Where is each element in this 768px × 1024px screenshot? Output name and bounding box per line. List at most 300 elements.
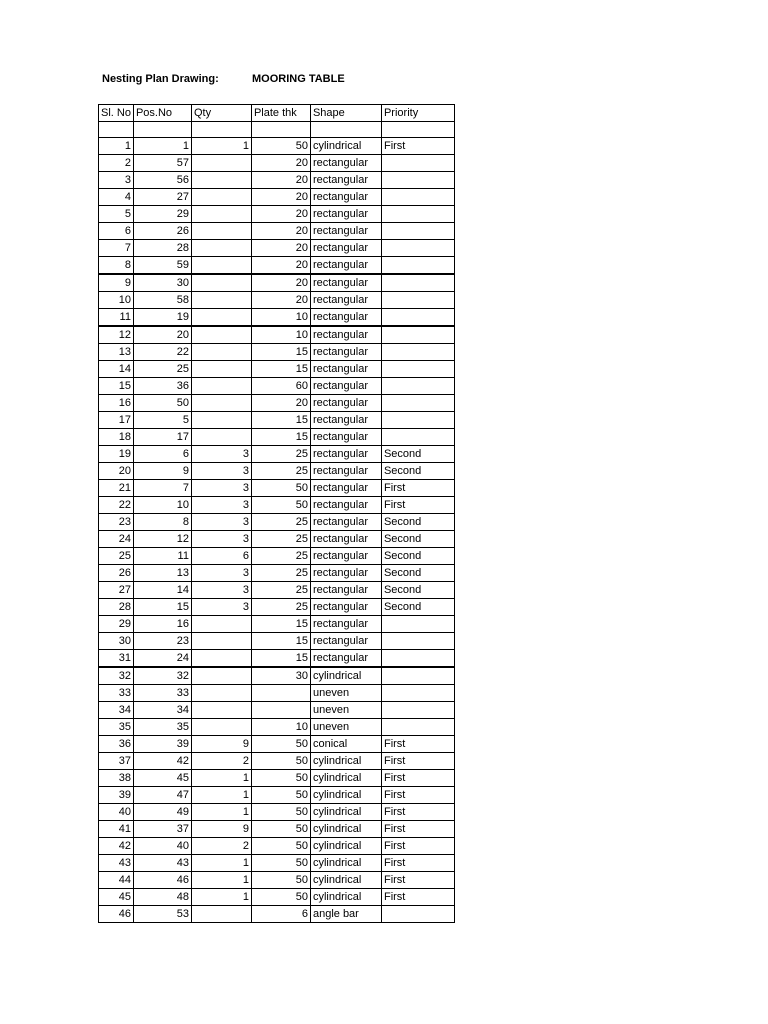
cell-qty: [191, 361, 251, 378]
cell-priority: [381, 326, 454, 344]
cell-pos-no: 27: [133, 189, 191, 206]
cell-plate-thk: 25: [251, 548, 310, 565]
cell-priority: [381, 702, 454, 719]
cell-sl-no: 34: [99, 702, 134, 719]
cell-shape: rectangular: [310, 155, 381, 172]
cell-shape: cylindrical: [310, 667, 381, 685]
cell-priority: First: [381, 787, 454, 804]
cell-shape: rectangular: [310, 650, 381, 668]
cell-qty: [191, 429, 251, 446]
cell-plate-thk: 20: [251, 395, 310, 412]
cell-qty: 1: [191, 872, 251, 889]
cell-shape: rectangular: [310, 361, 381, 378]
cell-shape: rectangular: [310, 257, 381, 275]
cell-sl-no: 19: [99, 446, 134, 463]
cell-qty: 3: [191, 565, 251, 582]
cell-shape: rectangular: [310, 274, 381, 292]
cell-priority: [381, 719, 454, 736]
cell-plate-thk: 10: [251, 309, 310, 327]
table-row: [99, 548, 455, 565]
cell-sl-no: 10: [99, 292, 134, 309]
cell-plate-thk: 20: [251, 223, 310, 240]
cell-sl-no: 32: [99, 667, 134, 685]
cell-qty: [191, 616, 251, 633]
table-row: [99, 906, 455, 923]
cell-priority: [381, 206, 454, 223]
cell-priority: [381, 906, 454, 923]
cell-sl-no: 39: [99, 787, 134, 804]
cell-sl-no: 7: [99, 240, 134, 257]
table-row: [99, 667, 455, 685]
cell-qty: [191, 719, 251, 736]
table-row: [99, 344, 455, 361]
header-plate-thk: Plate thk: [251, 105, 310, 122]
cell-shape: rectangular: [310, 429, 381, 446]
cell-priority: [381, 667, 454, 685]
cell-priority: First: [381, 821, 454, 838]
header-pos-no: Pos.No: [133, 105, 191, 122]
cell-shape: rectangular: [310, 599, 381, 616]
cell-plate-thk: 50: [251, 872, 310, 889]
cell-plate-thk: 50: [251, 855, 310, 872]
cell-priority: First: [381, 855, 454, 872]
cell-pos-no: 25: [133, 361, 191, 378]
cell-priority: Second: [381, 599, 454, 616]
mooring-table: [98, 104, 455, 923]
cell-qty: 1: [191, 889, 251, 906]
cell-plate-thk: 25: [251, 514, 310, 531]
cell-shape: rectangular: [310, 240, 381, 257]
cell-priority: [381, 378, 454, 395]
cell-pos-no: 43: [133, 855, 191, 872]
cell-pos-no: 45: [133, 770, 191, 787]
cell-qty: 2: [191, 838, 251, 855]
table-row: [99, 309, 455, 327]
cell-pos-no: 16: [133, 616, 191, 633]
cell-qty: 1: [191, 770, 251, 787]
table-row: [99, 753, 455, 770]
cell-qty: 6: [191, 548, 251, 565]
table-row: [99, 172, 455, 189]
cell-plate-thk: 20: [251, 240, 310, 257]
cell-priority: Second: [381, 582, 454, 599]
cell-sl-no: 27: [99, 582, 134, 599]
cell-shape: cylindrical: [310, 821, 381, 838]
cell-plate-thk: [251, 702, 310, 719]
cell-pos-no: 12: [133, 531, 191, 548]
table-row: [99, 889, 455, 906]
cell-priority: Second: [381, 514, 454, 531]
table-row: [99, 855, 455, 872]
cell-shape: uneven: [310, 719, 381, 736]
cell-plate-thk: 15: [251, 616, 310, 633]
table-row: [99, 685, 455, 702]
blank-cell: [191, 122, 251, 138]
cell-qty: 3: [191, 497, 251, 514]
header-shape: Shape: [310, 105, 381, 122]
cell-sl-no: 1: [99, 138, 134, 155]
cell-qty: [191, 292, 251, 309]
cell-shape: rectangular: [310, 189, 381, 206]
cell-plate-thk: 30: [251, 667, 310, 685]
cell-qty: 1: [191, 804, 251, 821]
cell-plate-thk: 15: [251, 412, 310, 429]
cell-pos-no: 34: [133, 702, 191, 719]
cell-priority: [381, 395, 454, 412]
cell-pos-no: 23: [133, 633, 191, 650]
header-row: [99, 105, 455, 122]
cell-shape: cylindrical: [310, 855, 381, 872]
table-row: [99, 446, 455, 463]
cell-shape: rectangular: [310, 582, 381, 599]
blank-cell: [310, 122, 381, 138]
table-row: [99, 361, 455, 378]
cell-sl-no: 36: [99, 736, 134, 753]
table-row: [99, 633, 455, 650]
cell-priority: [381, 172, 454, 189]
cell-shape: rectangular: [310, 514, 381, 531]
cell-qty: [191, 326, 251, 344]
cell-priority: [381, 633, 454, 650]
cell-shape: rectangular: [310, 412, 381, 429]
cell-priority: First: [381, 889, 454, 906]
table-row: [99, 429, 455, 446]
table-row: [99, 223, 455, 240]
header-sl-no: Sl. No: [99, 105, 134, 122]
cell-pos-no: 32: [133, 667, 191, 685]
cell-priority: First: [381, 736, 454, 753]
cell-qty: 3: [191, 514, 251, 531]
cell-sl-no: 35: [99, 719, 134, 736]
header-qty: Qty: [191, 105, 251, 122]
table-row: [99, 497, 455, 514]
cell-pos-no: 59: [133, 257, 191, 275]
cell-qty: [191, 378, 251, 395]
cell-sl-no: 22: [99, 497, 134, 514]
cell-qty: 3: [191, 531, 251, 548]
cell-pos-no: 39: [133, 736, 191, 753]
cell-plate-thk: 50: [251, 804, 310, 821]
cell-priority: First: [381, 838, 454, 855]
cell-plate-thk: 50: [251, 889, 310, 906]
table-row: [99, 395, 455, 412]
cell-plate-thk: 10: [251, 719, 310, 736]
cell-qty: [191, 906, 251, 923]
table-row: [99, 257, 455, 275]
cell-qty: [191, 155, 251, 172]
cell-pos-no: 24: [133, 650, 191, 668]
table-row: [99, 565, 455, 582]
title-value: MOORING TABLE: [252, 73, 345, 85]
cell-pos-no: 46: [133, 872, 191, 889]
cell-shape: cylindrical: [310, 770, 381, 787]
cell-shape: rectangular: [310, 309, 381, 327]
cell-plate-thk: 15: [251, 361, 310, 378]
cell-plate-thk: 25: [251, 599, 310, 616]
table-row: [99, 463, 455, 480]
cell-sl-no: 30: [99, 633, 134, 650]
cell-pos-no: 6: [133, 446, 191, 463]
cell-shape: rectangular: [310, 395, 381, 412]
cell-pos-no: 20: [133, 326, 191, 344]
cell-sl-no: 23: [99, 514, 134, 531]
table-row: [99, 206, 455, 223]
cell-qty: [191, 274, 251, 292]
cell-priority: First: [381, 497, 454, 514]
header-priority: Priority: [381, 105, 454, 122]
cell-plate-thk: 20: [251, 257, 310, 275]
cell-sl-no: 43: [99, 855, 134, 872]
cell-sl-no: 42: [99, 838, 134, 855]
cell-pos-no: 35: [133, 719, 191, 736]
blank-cell: [251, 122, 310, 138]
cell-pos-no: 40: [133, 838, 191, 855]
cell-plate-thk: 25: [251, 582, 310, 599]
cell-pos-no: 8: [133, 514, 191, 531]
cell-pos-no: 13: [133, 565, 191, 582]
cell-sl-no: 6: [99, 223, 134, 240]
cell-shape: rectangular: [310, 172, 381, 189]
cell-priority: [381, 189, 454, 206]
cell-shape: rectangular: [310, 548, 381, 565]
cell-shape: rectangular: [310, 223, 381, 240]
table-row: [99, 531, 455, 548]
cell-priority: First: [381, 753, 454, 770]
cell-sl-no: 45: [99, 889, 134, 906]
cell-qty: 1: [191, 138, 251, 155]
cell-priority: First: [381, 804, 454, 821]
cell-qty: 2: [191, 753, 251, 770]
cell-sl-no: 14: [99, 361, 134, 378]
cell-qty: 3: [191, 446, 251, 463]
table-body: [99, 105, 455, 923]
cell-pos-no: 1: [133, 138, 191, 155]
cell-plate-thk: 20: [251, 172, 310, 189]
cell-sl-no: 5: [99, 206, 134, 223]
table-row: [99, 292, 455, 309]
cell-pos-no: 57: [133, 155, 191, 172]
cell-pos-no: 5: [133, 412, 191, 429]
cell-priority: [381, 685, 454, 702]
cell-qty: [191, 309, 251, 327]
cell-pos-no: 53: [133, 906, 191, 923]
cell-qty: [191, 412, 251, 429]
cell-sl-no: 12: [99, 326, 134, 344]
table-row: [99, 480, 455, 497]
table-row: [99, 736, 455, 753]
cell-qty: 3: [191, 480, 251, 497]
cell-priority: Second: [381, 446, 454, 463]
table-row: [99, 702, 455, 719]
cell-sl-no: 18: [99, 429, 134, 446]
cell-priority: First: [381, 872, 454, 889]
cell-sl-no: 2: [99, 155, 134, 172]
cell-pos-no: 33: [133, 685, 191, 702]
cell-shape: rectangular: [310, 565, 381, 582]
cell-sl-no: 41: [99, 821, 134, 838]
cell-sl-no: 40: [99, 804, 134, 821]
cell-sl-no: 33: [99, 685, 134, 702]
table-row: [99, 274, 455, 292]
cell-plate-thk: 50: [251, 753, 310, 770]
cell-qty: [191, 257, 251, 275]
cell-sl-no: 26: [99, 565, 134, 582]
cell-sl-no: 38: [99, 770, 134, 787]
cell-plate-thk: 25: [251, 463, 310, 480]
cell-shape: angle bar: [310, 906, 381, 923]
cell-plate-thk: 25: [251, 531, 310, 548]
cell-sl-no: 3: [99, 172, 134, 189]
cell-shape: uneven: [310, 702, 381, 719]
cell-priority: [381, 292, 454, 309]
cell-pos-no: 7: [133, 480, 191, 497]
cell-sl-no: 11: [99, 309, 134, 327]
cell-pos-no: 9: [133, 463, 191, 480]
cell-shape: cylindrical: [310, 138, 381, 155]
table-row: [99, 650, 455, 668]
cell-priority: [381, 155, 454, 172]
cell-qty: 1: [191, 855, 251, 872]
cell-priority: Second: [381, 565, 454, 582]
cell-shape: rectangular: [310, 497, 381, 514]
cell-plate-thk: 15: [251, 650, 310, 668]
cell-shape: rectangular: [310, 633, 381, 650]
table-row: [99, 872, 455, 889]
cell-qty: 3: [191, 599, 251, 616]
cell-shape: rectangular: [310, 446, 381, 463]
cell-priority: [381, 223, 454, 240]
cell-plate-thk: 25: [251, 565, 310, 582]
table-row: [99, 787, 455, 804]
cell-sl-no: 13: [99, 344, 134, 361]
cell-shape: rectangular: [310, 292, 381, 309]
cell-qty: 9: [191, 736, 251, 753]
cell-sl-no: 37: [99, 753, 134, 770]
cell-qty: 3: [191, 582, 251, 599]
cell-plate-thk: 15: [251, 344, 310, 361]
table-row: [99, 770, 455, 787]
cell-sl-no: 31: [99, 650, 134, 668]
cell-shape: cylindrical: [310, 753, 381, 770]
cell-qty: [191, 206, 251, 223]
cell-plate-thk: 20: [251, 189, 310, 206]
cell-plate-thk: 50: [251, 821, 310, 838]
table-row: [99, 514, 455, 531]
cell-shape: cylindrical: [310, 838, 381, 855]
cell-pos-no: 36: [133, 378, 191, 395]
cell-pos-no: 47: [133, 787, 191, 804]
cell-plate-thk: 6: [251, 906, 310, 923]
cell-shape: rectangular: [310, 206, 381, 223]
blank-cell: [133, 122, 191, 138]
table-row: [99, 412, 455, 429]
cell-shape: rectangular: [310, 616, 381, 633]
cell-sl-no: 24: [99, 531, 134, 548]
cell-plate-thk: 20: [251, 274, 310, 292]
table-row: [99, 138, 455, 155]
cell-pos-no: 50: [133, 395, 191, 412]
cell-priority: [381, 274, 454, 292]
cell-pos-no: 58: [133, 292, 191, 309]
blank-cell: [99, 122, 134, 138]
table-row: [99, 838, 455, 855]
cell-priority: First: [381, 480, 454, 497]
cell-plate-thk: 15: [251, 429, 310, 446]
cell-plate-thk: 50: [251, 138, 310, 155]
table-row: [99, 326, 455, 344]
cell-pos-no: 37: [133, 821, 191, 838]
cell-pos-no: 19: [133, 309, 191, 327]
cell-plate-thk: 10: [251, 326, 310, 344]
cell-plate-thk: 50: [251, 497, 310, 514]
blank-row: [99, 122, 455, 138]
cell-shape: rectangular: [310, 326, 381, 344]
title-label: Nesting Plan Drawing:: [102, 73, 219, 85]
cell-sl-no: 8: [99, 257, 134, 275]
cell-priority: [381, 412, 454, 429]
cell-qty: [191, 223, 251, 240]
cell-plate-thk: 20: [251, 155, 310, 172]
cell-qty: [191, 395, 251, 412]
cell-qty: 9: [191, 821, 251, 838]
cell-sl-no: 17: [99, 412, 134, 429]
cell-pos-no: 49: [133, 804, 191, 821]
cell-qty: [191, 667, 251, 685]
cell-plate-thk: 50: [251, 770, 310, 787]
cell-priority: [381, 309, 454, 327]
cell-pos-no: 26: [133, 223, 191, 240]
cell-qty: [191, 685, 251, 702]
table-row: [99, 616, 455, 633]
cell-priority: Second: [381, 531, 454, 548]
cell-priority: [381, 344, 454, 361]
cell-priority: First: [381, 138, 454, 155]
cell-plate-thk: 50: [251, 736, 310, 753]
cell-qty: 1: [191, 787, 251, 804]
table-row: [99, 599, 455, 616]
table-row: [99, 378, 455, 395]
cell-sl-no: 9: [99, 274, 134, 292]
cell-sl-no: 4: [99, 189, 134, 206]
cell-priority: [381, 650, 454, 668]
cell-qty: [191, 702, 251, 719]
cell-pos-no: 17: [133, 429, 191, 446]
cell-pos-no: 29: [133, 206, 191, 223]
cell-shape: rectangular: [310, 463, 381, 480]
cell-sl-no: 21: [99, 480, 134, 497]
cell-pos-no: 11: [133, 548, 191, 565]
cell-plate-thk: 50: [251, 838, 310, 855]
cell-priority: First: [381, 770, 454, 787]
cell-shape: cylindrical: [310, 889, 381, 906]
cell-qty: 3: [191, 463, 251, 480]
cell-qty: [191, 633, 251, 650]
cell-sl-no: 20: [99, 463, 134, 480]
cell-qty: [191, 172, 251, 189]
cell-plate-thk: 15: [251, 633, 310, 650]
cell-shape: rectangular: [310, 531, 381, 548]
cell-priority: Second: [381, 548, 454, 565]
cell-plate-thk: 25: [251, 446, 310, 463]
cell-shape: rectangular: [310, 344, 381, 361]
cell-plate-thk: [251, 685, 310, 702]
cell-shape: conical: [310, 736, 381, 753]
cell-qty: [191, 240, 251, 257]
cell-priority: [381, 361, 454, 378]
cell-pos-no: 28: [133, 240, 191, 257]
cell-pos-no: 10: [133, 497, 191, 514]
cell-shape: cylindrical: [310, 787, 381, 804]
